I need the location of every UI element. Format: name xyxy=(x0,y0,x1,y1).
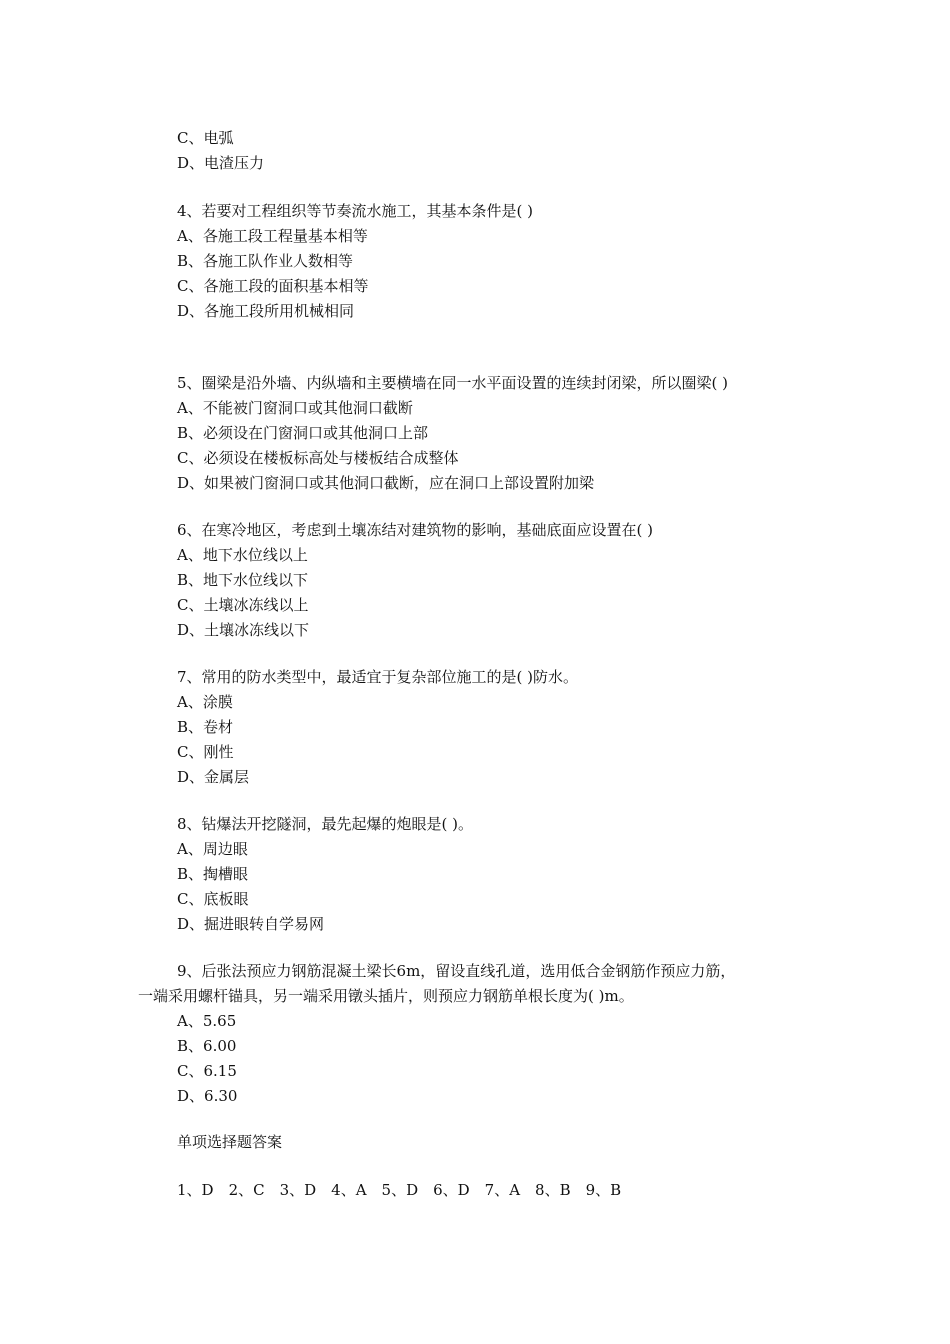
q9-stem-line2: 一端采用螺杆锚具，另一端采用镦头插片，则预应力钢筋单根长度为( )m。 xyxy=(138,987,634,1005)
q8-option-d: D、掘进眼转自学易网 xyxy=(177,915,325,933)
q9-option-a: A、5.65 xyxy=(177,1012,237,1030)
q5-option-b: B、必须设在门窗洞口或其他洞口上部 xyxy=(177,424,429,442)
q6-stem: 6、在寒冷地区，考虑到土壤冻结对建筑物的影响，基础底面应设置在( ) xyxy=(177,521,654,539)
q4-stem: 4、若要对工程组织等节奏流水施工，其基本条件是( ) xyxy=(177,202,534,220)
q3-option-c: C、电弧 xyxy=(177,129,234,147)
q4-option-d: D、各施工段所用机械相同 xyxy=(177,302,355,320)
q7-stem: 7、常用的防水类型中，最适宜于复杂部位施工的是( )防水。 xyxy=(177,668,579,686)
q7-option-c: C、刚性 xyxy=(177,743,234,761)
q9-option-d: D、6.30 xyxy=(177,1087,238,1105)
q8-option-a: A、周边眼 xyxy=(177,840,248,858)
q6-option-a: A、地下水位线以上 xyxy=(177,546,308,564)
q9-option-c: C、6.15 xyxy=(177,1062,237,1080)
q5-option-d: D、如果被门窗洞口或其他洞口截断，应在洞口上部设置附加梁 xyxy=(177,474,595,492)
q4-option-c: C、各施工段的面积基本相等 xyxy=(177,277,369,295)
q9-option-b: B、6.00 xyxy=(177,1037,237,1055)
q8-option-c: C、底板眼 xyxy=(177,890,249,908)
q4-option-a: A、各施工段工程量基本相等 xyxy=(177,227,368,245)
q7-option-d: D、金属层 xyxy=(177,768,250,786)
q6-option-b: B、地下水位线以下 xyxy=(177,571,309,589)
q8-stem: 8、钻爆法开挖隧洞，最先起爆的炮眼是( )。 xyxy=(177,815,474,833)
answers-list: 1、D 2、C 3、D 4、A 5、D 6、D 7、A 8、B 9、B xyxy=(177,1181,622,1199)
q4-option-b: B、各施工队作业人数相等 xyxy=(177,252,354,270)
q7-option-a: A、涂膜 xyxy=(177,693,233,711)
q8-option-b: B、掏槽眼 xyxy=(177,865,249,883)
q5-option-c: C、必须设在楼板标高处与楼板结合成整体 xyxy=(177,449,459,467)
q5-option-a: A、不能被门窗洞口或其他洞口截断 xyxy=(177,399,413,417)
q6-option-c: C、土壤冰冻线以上 xyxy=(177,596,309,614)
q7-option-b: B、卷材 xyxy=(177,718,234,736)
q9-stem-line1: 9、后张法预应力钢筋混凝土梁长6m，留设直线孔道，选用低合金钢筋作预应力筋， xyxy=(177,962,736,980)
q5-stem: 5、圈梁是沿外墙、内纵墙和主要横墙在同一水平面设置的连续封闭梁，所以圈梁( ) xyxy=(177,374,729,392)
q6-option-d: D、土壤冰冻线以下 xyxy=(177,621,310,639)
answers-heading: 单项选择题答案 xyxy=(177,1133,283,1151)
q3-option-d: D、电渣压力 xyxy=(177,154,265,172)
